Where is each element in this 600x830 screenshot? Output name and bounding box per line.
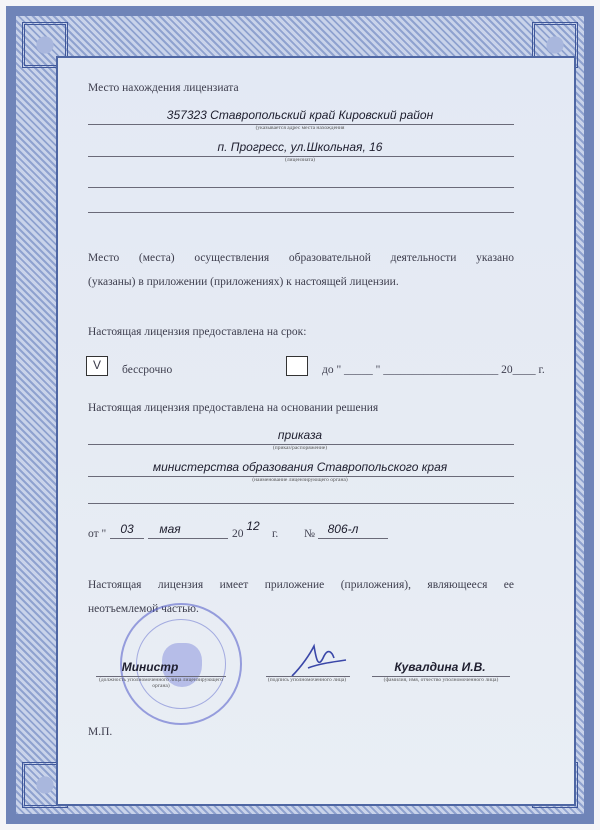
term-indefinite-label: бессрочно: [122, 364, 173, 376]
number-prefix: №: [304, 528, 315, 540]
position-caption: (должность уполномоченного лица лицензирующего органа): [99, 677, 223, 689]
position: Министр: [121, 660, 179, 674]
blank-underline: [88, 503, 514, 504]
term-label: Настоящая лицензия предоставлена на срок:: [88, 326, 307, 338]
decision-type: приказа: [277, 428, 323, 442]
signature-caption: (подпись уполномоченного лица): [267, 677, 347, 683]
signer-caption: (фамилия, имя, отчество уполномоченного лица): [383, 677, 499, 683]
blank-underline: [88, 212, 514, 213]
number-underline: [318, 538, 388, 539]
date-month-underline: [148, 538, 228, 539]
address-caption-1: (указывается адрес места нахождения: [255, 125, 345, 131]
location-label: Место нахождения лицензиата: [88, 82, 239, 94]
indefinite-checkbox[interactable]: V: [86, 356, 108, 376]
blank-underline: [88, 187, 514, 188]
authority: министерства образования Ставропольского края: [152, 460, 448, 474]
term-until-checkbox[interactable]: [286, 356, 308, 376]
term-until-label: до " _____ " ____________________ 20____ г.: [322, 364, 545, 376]
date-month: мая: [159, 522, 181, 536]
date-suffix: г.: [272, 528, 279, 540]
seal-label: М.П.: [88, 726, 113, 738]
date-year-prefix: 20: [232, 528, 244, 540]
date-day: 03: [120, 522, 134, 536]
date-prefix: от ": [88, 528, 107, 540]
address-line-2: п. Прогресс, ул.Школьная, 16: [217, 140, 383, 154]
date-day-underline: [110, 538, 144, 539]
signer-name: Кувалдина И.В.: [394, 660, 486, 674]
address-line-1: 357323 Ставропольский край Кировский район: [166, 108, 434, 122]
address-caption-2: (лицензиата): [284, 157, 315, 163]
appendix-text-2: неотъемлемой частью.: [88, 603, 199, 615]
authority-caption: (наименование лицензирующего органа): [252, 477, 348, 483]
decision-type-caption: (приказ/распоряжение): [272, 445, 328, 451]
basis-label: Настоящая лицензия предоставлена на основании решения: [88, 402, 379, 414]
place-text-2: (указаны) в приложении (приложениях) к настоящей лицензии.: [88, 276, 399, 288]
appendix-text-1: Настоящая лицензия имеет приложение (приложения), являющееся ее: [88, 579, 514, 591]
order-number: 806-л: [327, 522, 359, 536]
date-year: 12: [246, 519, 260, 533]
place-text-1: Место (места) осуществления образовательной деятельности указано: [88, 252, 514, 264]
